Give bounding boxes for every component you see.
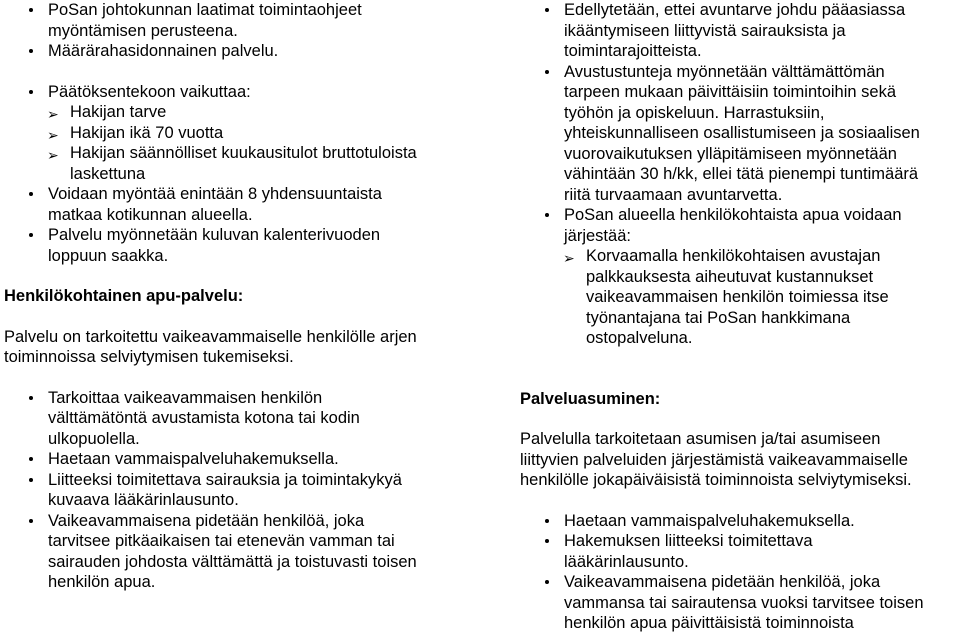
list-item-line — [520, 82, 960, 103]
bullet-list — [520, 511, 960, 634]
bullet-list — [4, 0, 474, 62]
section-heading-palveluasuminen: Palveluasuminen: — [520, 389, 661, 408]
list-item-line — [4, 41, 474, 62]
right-column — [520, 0, 960, 634]
list-item-line — [520, 185, 960, 206]
list-item — [4, 82, 474, 103]
list-item-text: sairauden johdosta välttämättä ja toistuvasti toisen — [48, 552, 417, 571]
list-item-text: Liitteeksi toimitettava sairauksia ja toimintakykyä — [48, 470, 402, 489]
list-item-line — [520, 164, 960, 185]
list-item-line — [520, 226, 960, 247]
list-item-text: PoSan alueella henkilökohtaista apua voidaan — [564, 206, 902, 224]
list-item-text: Hakijan ikä 70 vuotta — [70, 123, 224, 142]
list-item-line — [4, 102, 474, 123]
paragraph-line: Palvelu on tarkoitettu vaikeavammaiselle henkilölle arjen — [4, 327, 417, 346]
list-item-line — [4, 552, 474, 573]
list-item-text: ulkopuolella. — [48, 429, 140, 448]
list-item-text: Haetaan vammaispalveluhakemuksella. — [564, 511, 855, 530]
list-item-text: Avustustunteja myönnetään välttämättömän — [564, 62, 885, 81]
bullet-icon — [29, 519, 33, 523]
list-item-text: työhön ja opiskeluun. Harrastuksiin, — [564, 103, 825, 122]
list-item-text: Määrärahasidonnainen palvelu. — [48, 42, 279, 60]
arrow-bullet-icon: ➢ — [47, 126, 59, 143]
affects-title: Päätöksentekoon vaikuttaa: — [48, 82, 251, 101]
paragraph — [4, 327, 474, 368]
list-item-line — [4, 205, 474, 226]
list-item-line — [520, 41, 960, 62]
bullet-icon — [29, 8, 33, 12]
list-item-text: vammansa tai sairautensa vuoksi tarvitsee toisen — [564, 593, 924, 612]
list-item-line — [4, 470, 474, 491]
paragraph-line: henkilölle jokapäiväisistä toiminnoista selviytymiseksi. — [520, 471, 912, 489]
bullet-icon — [545, 8, 549, 12]
list-item-text: Tarkoittaa vaikeavammaisen henkilön — [48, 388, 323, 407]
bullet-icon — [545, 213, 549, 217]
list-item-text: välttämätöntä avustamista kotona tai kodin — [48, 409, 360, 427]
list-item-line — [4, 21, 474, 42]
list-item-text: vuorovaikutuksen ylläpitämiseen myönnetään — [564, 144, 897, 163]
list-item-text: henkilön apua päivittäisistä toiminnoista — [564, 614, 854, 632]
left-column — [4, 0, 474, 593]
bullet-icon — [29, 233, 33, 237]
list-item-line — [4, 449, 474, 470]
list-item-text: Palvelu myönnetään kuluvan kalenterivuoden — [48, 226, 381, 244]
list-item-line — [520, 552, 960, 573]
bullet-icon — [545, 70, 549, 74]
bullet-icon — [29, 457, 33, 461]
list-item-text: vähintään 30 h/kk, ellei tätä pienempi tuntimäärä — [564, 165, 919, 183]
list-item-text: riitä turvaamaan avuntarvetta. — [564, 185, 783, 204]
bullet-icon — [29, 396, 33, 400]
list-item-line — [520, 62, 960, 83]
bullet-list — [520, 0, 960, 246]
list-item-text: palkkauksesta aiheutuvat kustannukset — [586, 267, 874, 286]
bullet-icon — [29, 478, 33, 482]
bullet-icon — [545, 580, 549, 584]
list-item-text: tarpeen mukaan päivittäisiin toimintoihin sekä — [564, 83, 897, 101]
list-item-text: loppuun saakka. — [48, 246, 169, 265]
list-item-text: Hakijan säännölliset kuukausitulot bruttotuloista — [70, 144, 417, 162]
list-item-text: matkaa kotikunnan alueella. — [48, 205, 253, 224]
list-item-line — [520, 246, 960, 267]
paragraph-line: toiminnoissa selviytymisen tukemiseksi. — [4, 348, 294, 366]
list-item-text: tarvitsee pitkäaikaisen tai etenevän vamman tai — [48, 532, 395, 550]
list-item-line — [520, 267, 960, 288]
list-item-line — [4, 388, 474, 409]
list-item-text: Hakijan tarve — [70, 103, 167, 121]
list-item-text: Voidaan myöntää enintään 8 yhdensuuntaista — [48, 185, 382, 203]
bullet-icon — [545, 519, 549, 523]
list-item-line — [4, 531, 474, 552]
bullet-icon — [29, 90, 33, 94]
list-item-line — [4, 246, 474, 267]
list-item-line — [4, 490, 474, 511]
list-item-line — [4, 225, 474, 246]
paragraph-line: Palvelulla tarkoitetaan asumisen ja/tai asumiseen — [520, 430, 881, 448]
arrow-bullet-icon: ➢ — [47, 147, 59, 163]
list-item-text: työnantajana tai PoSan hankkimana — [586, 308, 851, 327]
list-item-line — [520, 531, 960, 552]
list-item-line — [4, 572, 474, 593]
bullet-icon — [29, 192, 33, 196]
sub-list — [4, 102, 474, 184]
list-item-text: ostopalveluna. — [586, 329, 693, 347]
list-item-line — [4, 408, 474, 429]
list-item-text: vaikeavammaisen henkilön toimiessa itse — [586, 288, 889, 306]
paragraph — [520, 429, 960, 491]
bullet-icon — [29, 49, 33, 53]
section-heading-henkilokohtainen-apu: Henkilökohtainen apu-palvelu: — [4, 287, 244, 305]
list-item-line — [520, 21, 960, 42]
list-item-text: Haetaan vammaispalveluhakemuksella. — [48, 450, 339, 468]
list-item-line — [520, 0, 960, 21]
list-item-text: Vaikeavammaisena pidetään henkilöä, joka — [48, 511, 365, 530]
list-item-line — [520, 511, 960, 532]
list-item-line — [4, 164, 474, 185]
list-item-text: lääkärinlausunto. — [564, 552, 689, 571]
bullet-list — [4, 388, 474, 593]
list-item-line — [4, 511, 474, 532]
list-item-line — [4, 184, 474, 205]
list-item-text: myöntämisen perusteena. — [48, 21, 238, 40]
list-item-line — [4, 143, 474, 164]
list-item-text: laskettuna — [70, 164, 146, 183]
list-item-text: PoSan johtokunnan laatimat toimintaohjeet — [48, 1, 362, 19]
bullet-icon — [545, 539, 549, 543]
list-item-line — [4, 0, 474, 21]
list-item-text: Edellytetään, ettei avuntarve johdu pääasiassa — [564, 1, 906, 19]
list-item-line — [520, 593, 960, 614]
list-item-text: järjestää: — [564, 226, 631, 245]
arrow-bullet-icon: ➢ — [47, 106, 59, 122]
list-item-line — [4, 123, 474, 144]
list-item-text: henkilön apua. — [48, 573, 156, 591]
list-item-text: Hakemuksen liitteeksi toimitettava — [564, 532, 813, 550]
paragraph-line: liittyvien palveluiden järjestämistä vaikeavammaiselle — [520, 450, 908, 469]
list-item-line — [520, 308, 960, 329]
list-item-text: ikääntymiseen liittyvistä sairauksista ja — [564, 21, 846, 40]
list-item-line — [4, 429, 474, 450]
list-item-text: yhteiskunnalliseen osallistumiseen ja sosiaalisen — [564, 124, 920, 142]
list-item-line — [520, 123, 960, 144]
sub-list — [520, 246, 960, 349]
bullet-list — [4, 184, 474, 266]
list-item-text: kuvaava lääkärinlausunto. — [48, 491, 239, 509]
list-item-line — [520, 103, 960, 124]
list-item-text: toimintarajoitteista. — [564, 42, 702, 60]
list-item-line — [520, 613, 960, 634]
list-item-text: Vaikeavammaisena pidetään henkilöä, joka — [564, 573, 881, 591]
list-item-line — [520, 205, 960, 226]
list-item-text: Korvaamalla henkilökohtaisen avustajan — [586, 247, 881, 265]
arrow-bullet-icon: ➢ — [563, 250, 575, 266]
list-item-line — [520, 287, 960, 308]
list-item-line — [520, 144, 960, 165]
list-item-line — [520, 572, 960, 593]
list-item-line — [520, 328, 960, 349]
